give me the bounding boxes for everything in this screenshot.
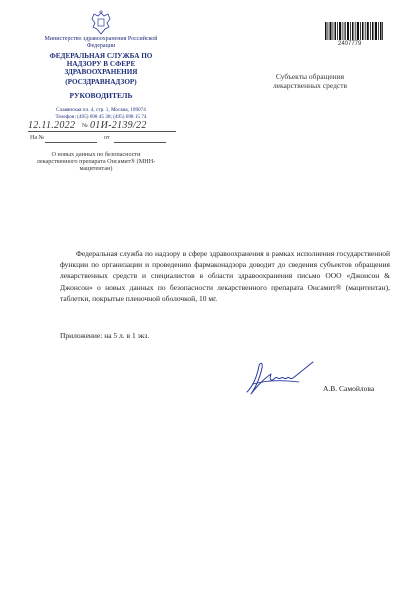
- subject-line: О новых данных по безопасности лекарственного препарата Онсамит® (МНН- мацитентан): [36, 151, 156, 173]
- number-rule: [90, 131, 176, 132]
- ot-rule: [114, 142, 166, 143]
- signer-name: А.В. Самойлова: [323, 384, 375, 393]
- handwritten-signature: [243, 356, 317, 398]
- na-rule: [45, 142, 97, 143]
- coat-of-arms-icon: [89, 10, 113, 36]
- registration-number: 01И-2139/22: [90, 120, 147, 131]
- barcode: [325, 22, 383, 40]
- na-label: На №: [30, 135, 45, 141]
- addressee: Субъекты обращения лекарственных средств: [272, 72, 348, 90]
- service-name: ФЕДЕРАЛЬНАЯ СЛУЖБА ПО НАДЗОРУ В СФЕРЕ ЗДРАВООХРАНЕНИЯ: [49, 52, 153, 76]
- ministry-name: Министерство здравоохранения Российской Федерации: [44, 36, 158, 49]
- letterhead-address: Славянская пл. 4, стр. 1, Москва, 109074: [56, 107, 146, 113]
- attachment-note: Приложение: на 5 л. в 1 экз.: [60, 331, 150, 340]
- service-abbr: (РОСЗДРАВНАДЗОР): [65, 78, 137, 86]
- letter-body: Федеральная служба по надзору в сфере здравоохранения в рамках исполнения государственной функции по организации и проведению фармаконадзора доводит до сведения субъектов обращения лекарственных средств и специалистов в области здравоохранения письмо ООО «Джонсон & Джонсон» о новых данных по безопасности лекарственного препарата Онсамит® (мацитентан), таблетки, покрытые пленочной оболочкой, 10 мг.: [60, 249, 390, 303]
- head-title: РУКОВОДИТЕЛЬ: [69, 91, 133, 100]
- letterhead-phone: Телефон: (495) 698 45 38; (495) 698 15 74: [55, 113, 147, 120]
- date-rule: [28, 131, 90, 132]
- letterhead: [36, 36, 166, 120]
- number-prefix: №: [82, 123, 88, 129]
- registration-date: 12.11.2022: [28, 120, 76, 131]
- ot-label: от: [104, 135, 110, 141]
- barcode-number: 2407779: [338, 41, 362, 47]
